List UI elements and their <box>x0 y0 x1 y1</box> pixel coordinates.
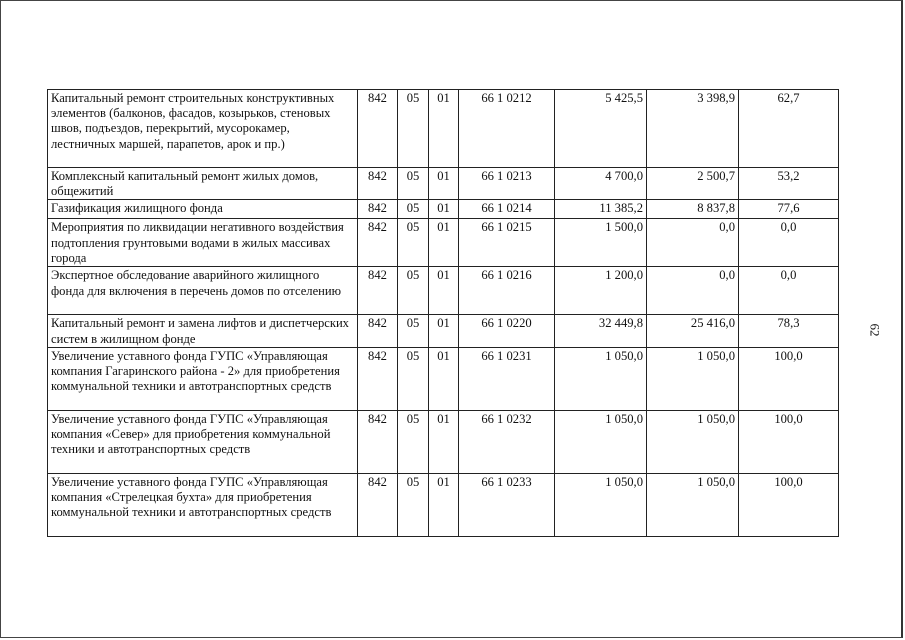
planned-amount: 5 425,5 <box>555 90 647 168</box>
subsection-code: 01 <box>429 267 459 315</box>
execution-percent: 100,0 <box>739 410 839 473</box>
actual-amount: 3 398,9 <box>647 90 739 168</box>
planned-amount: 32 449,8 <box>555 315 647 347</box>
section-code: 05 <box>398 410 429 473</box>
department-code: 842 <box>358 219 398 267</box>
table-row <box>48 200 839 219</box>
subsection-code: 01 <box>429 315 459 347</box>
expense-description: Увеличение уставного фонда ГУПС «Управляющая компания Гагаринского района - 2» для приобретения коммунальной техники и автотранспортных средств <box>48 347 358 410</box>
table-row <box>48 315 839 347</box>
execution-percent: 77,6 <box>739 200 839 219</box>
expense-description: Капитальный ремонт и замена лифтов и диспетчерских систем в жилищном фонде <box>48 315 358 347</box>
planned-amount: 1 050,0 <box>555 347 647 410</box>
section-code: 05 <box>398 219 429 267</box>
target-item-code: 66 1 0212 <box>459 90 555 168</box>
department-code: 842 <box>358 200 398 219</box>
section-code: 05 <box>398 200 429 219</box>
expense-description: Комплексный капитальный ремонт жилых домов, общежитий <box>48 168 358 200</box>
section-code: 05 <box>398 473 429 536</box>
table-row <box>48 473 839 536</box>
section-code: 05 <box>398 168 429 200</box>
section-code: 05 <box>398 90 429 168</box>
subsection-code: 01 <box>429 410 459 473</box>
budget-table <box>47 89 839 537</box>
department-code: 842 <box>358 315 398 347</box>
department-code: 842 <box>358 267 398 315</box>
section-code: 05 <box>398 315 429 347</box>
actual-amount: 1 050,0 <box>647 347 739 410</box>
subsection-code: 01 <box>429 473 459 536</box>
actual-amount: 1 050,0 <box>647 473 739 536</box>
table-row <box>48 219 839 267</box>
actual-amount: 1 050,0 <box>647 410 739 473</box>
table-row <box>48 90 839 168</box>
actual-amount: 0,0 <box>647 219 739 267</box>
expense-description: Экспертное обследование аварийного жилищного фонда для включения в перечень домов по отселению <box>48 267 358 315</box>
target-item-code: 66 1 0214 <box>459 200 555 219</box>
subsection-code: 01 <box>429 347 459 410</box>
target-item-code: 66 1 0213 <box>459 168 555 200</box>
table-row <box>48 267 839 315</box>
execution-percent: 100,0 <box>739 473 839 536</box>
department-code: 842 <box>358 90 398 168</box>
table-row <box>48 168 839 200</box>
expense-description: Мероприятия по ликвидации негативного воздействия подтопления грунтовыми водами в жилых массивах города <box>48 219 358 267</box>
target-item-code: 66 1 0231 <box>459 347 555 410</box>
expense-description: Газификация жилищного фонда <box>48 200 358 219</box>
subsection-code: 01 <box>429 219 459 267</box>
target-item-code: 66 1 0233 <box>459 473 555 536</box>
subsection-code: 01 <box>429 90 459 168</box>
planned-amount: 11 385,2 <box>555 200 647 219</box>
planned-amount: 1 200,0 <box>555 267 647 315</box>
expense-description: Капитальный ремонт строительных конструктивных элементов (балконов, фасадов, козырьков, стеновых швов, подъездов, перекрытий, мусорокамер, лестничных маршей, парапетов, арок и пр.) <box>48 90 358 168</box>
department-code: 842 <box>358 347 398 410</box>
section-code: 05 <box>398 347 429 410</box>
expense-description: Увеличение уставного фонда ГУПС «Управляющая компания «Стрелецкая бухта» для приобретения коммунальной техники и автотранспортных средств <box>48 473 358 536</box>
department-code: 842 <box>358 410 398 473</box>
target-item-code: 66 1 0232 <box>459 410 555 473</box>
subsection-code: 01 <box>429 200 459 219</box>
target-item-code: 66 1 0220 <box>459 315 555 347</box>
actual-amount: 8 837,8 <box>647 200 739 219</box>
execution-percent: 62,7 <box>739 90 839 168</box>
expense-description: Увеличение уставного фонда ГУПС «Управляющая компания «Север» для приобретения коммунальной техники и автотранспортных средств <box>48 410 358 473</box>
planned-amount: 4 700,0 <box>555 168 647 200</box>
execution-percent: 0,0 <box>739 267 839 315</box>
execution-percent: 53,2 <box>739 168 839 200</box>
target-item-code: 66 1 0216 <box>459 267 555 315</box>
actual-amount: 0,0 <box>647 267 739 315</box>
department-code: 842 <box>358 473 398 536</box>
target-item-code: 66 1 0215 <box>459 219 555 267</box>
table-row <box>48 347 839 410</box>
planned-amount: 1 500,0 <box>555 219 647 267</box>
table-body <box>48 90 839 537</box>
execution-percent: 78,3 <box>739 315 839 347</box>
actual-amount: 25 416,0 <box>647 315 739 347</box>
table-row <box>48 410 839 473</box>
planned-amount: 1 050,0 <box>555 410 647 473</box>
actual-amount: 2 500,7 <box>647 168 739 200</box>
page-number: 62 <box>867 323 883 337</box>
execution-percent: 0,0 <box>739 219 839 267</box>
subsection-code: 01 <box>429 168 459 200</box>
department-code: 842 <box>358 168 398 200</box>
section-code: 05 <box>398 267 429 315</box>
planned-amount: 1 050,0 <box>555 473 647 536</box>
execution-percent: 100,0 <box>739 347 839 410</box>
